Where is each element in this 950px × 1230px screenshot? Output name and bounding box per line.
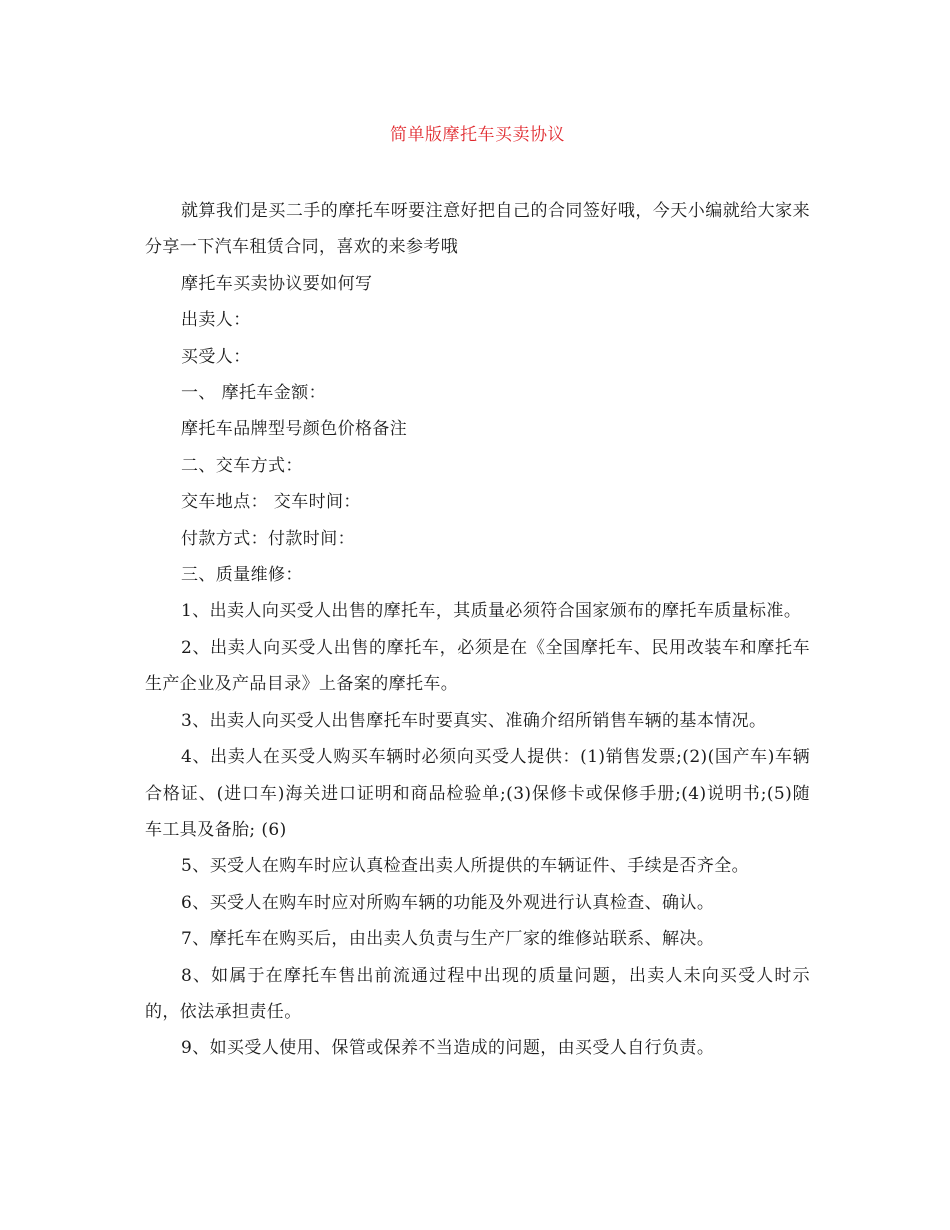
paragraph: 三、质量维修：	[181, 565, 303, 586]
paragraph: 摩托车品牌型号颜色价格备注	[181, 419, 408, 440]
paragraph: 交车地点： 交车时间：	[181, 492, 361, 513]
paragraph: 7、摩托车在购买后，由出卖人负责与生产厂家的维修站联系、解决。	[181, 929, 715, 950]
paragraph: 6、买受人在购车时应对所购车辆的功能及外观进行认真检查、确认。	[181, 892, 715, 913]
paragraph: 二、交车方式：	[181, 455, 303, 476]
document-title: 简单版摩托车买卖协议	[390, 125, 565, 145]
paragraph: 3、出卖人向买受人出售摩托车时要真实、准确介绍所销售车辆的基本情况。	[181, 710, 767, 731]
paragraph: 摩托车买卖协议要如何写	[181, 273, 373, 294]
paragraph: 一、 摩托车金额：	[181, 383, 327, 404]
document-body	[145, 193, 810, 1067]
paragraph: 1、出卖人向买受人出售的摩托车，其质量必须符合国家颁布的摩托车质量标准。	[181, 601, 802, 622]
paragraph: 2、出卖人向买受人出售的摩托车，必须是在《全国摩托车、民用改装车和摩托车生产企业及产品目录》上备案的摩托车。	[145, 637, 810, 695]
paragraph: 5、买受人在购车时应认真检查出卖人所提供的车辆证件、手续是否齐全。	[181, 856, 750, 877]
paragraph: 付款方式：付款时间：	[181, 528, 355, 549]
paragraph: 就算我们是买二手的摩托车呀要注意好把自己的合同签好哦，今天小编就给大家来分享一下汽车租赁合同，喜欢的来参考哦	[145, 201, 810, 258]
paragraph: 出卖人：	[181, 310, 251, 331]
paragraph: 9、如买受人使用、保管或保养不当造成的问题，由买受人自行负责。	[181, 1038, 715, 1059]
paragraph: 买受人：	[181, 346, 251, 367]
paragraph: 8、如属于在摩托车售出前流通过程中出现的质量问题，出卖人未向买受人时示的，依法承担责任。	[145, 965, 810, 1022]
paragraph: 4、出卖人在买受人购买车辆时必须向买受人提供：(1)销售发票;(2)(国产车)车辆合格证、(进口车)海关进口证明和商品检验单;(3)保修卡或保修手册;(4)说明书;(5)随车工具及备胎; (6)	[145, 747, 810, 840]
